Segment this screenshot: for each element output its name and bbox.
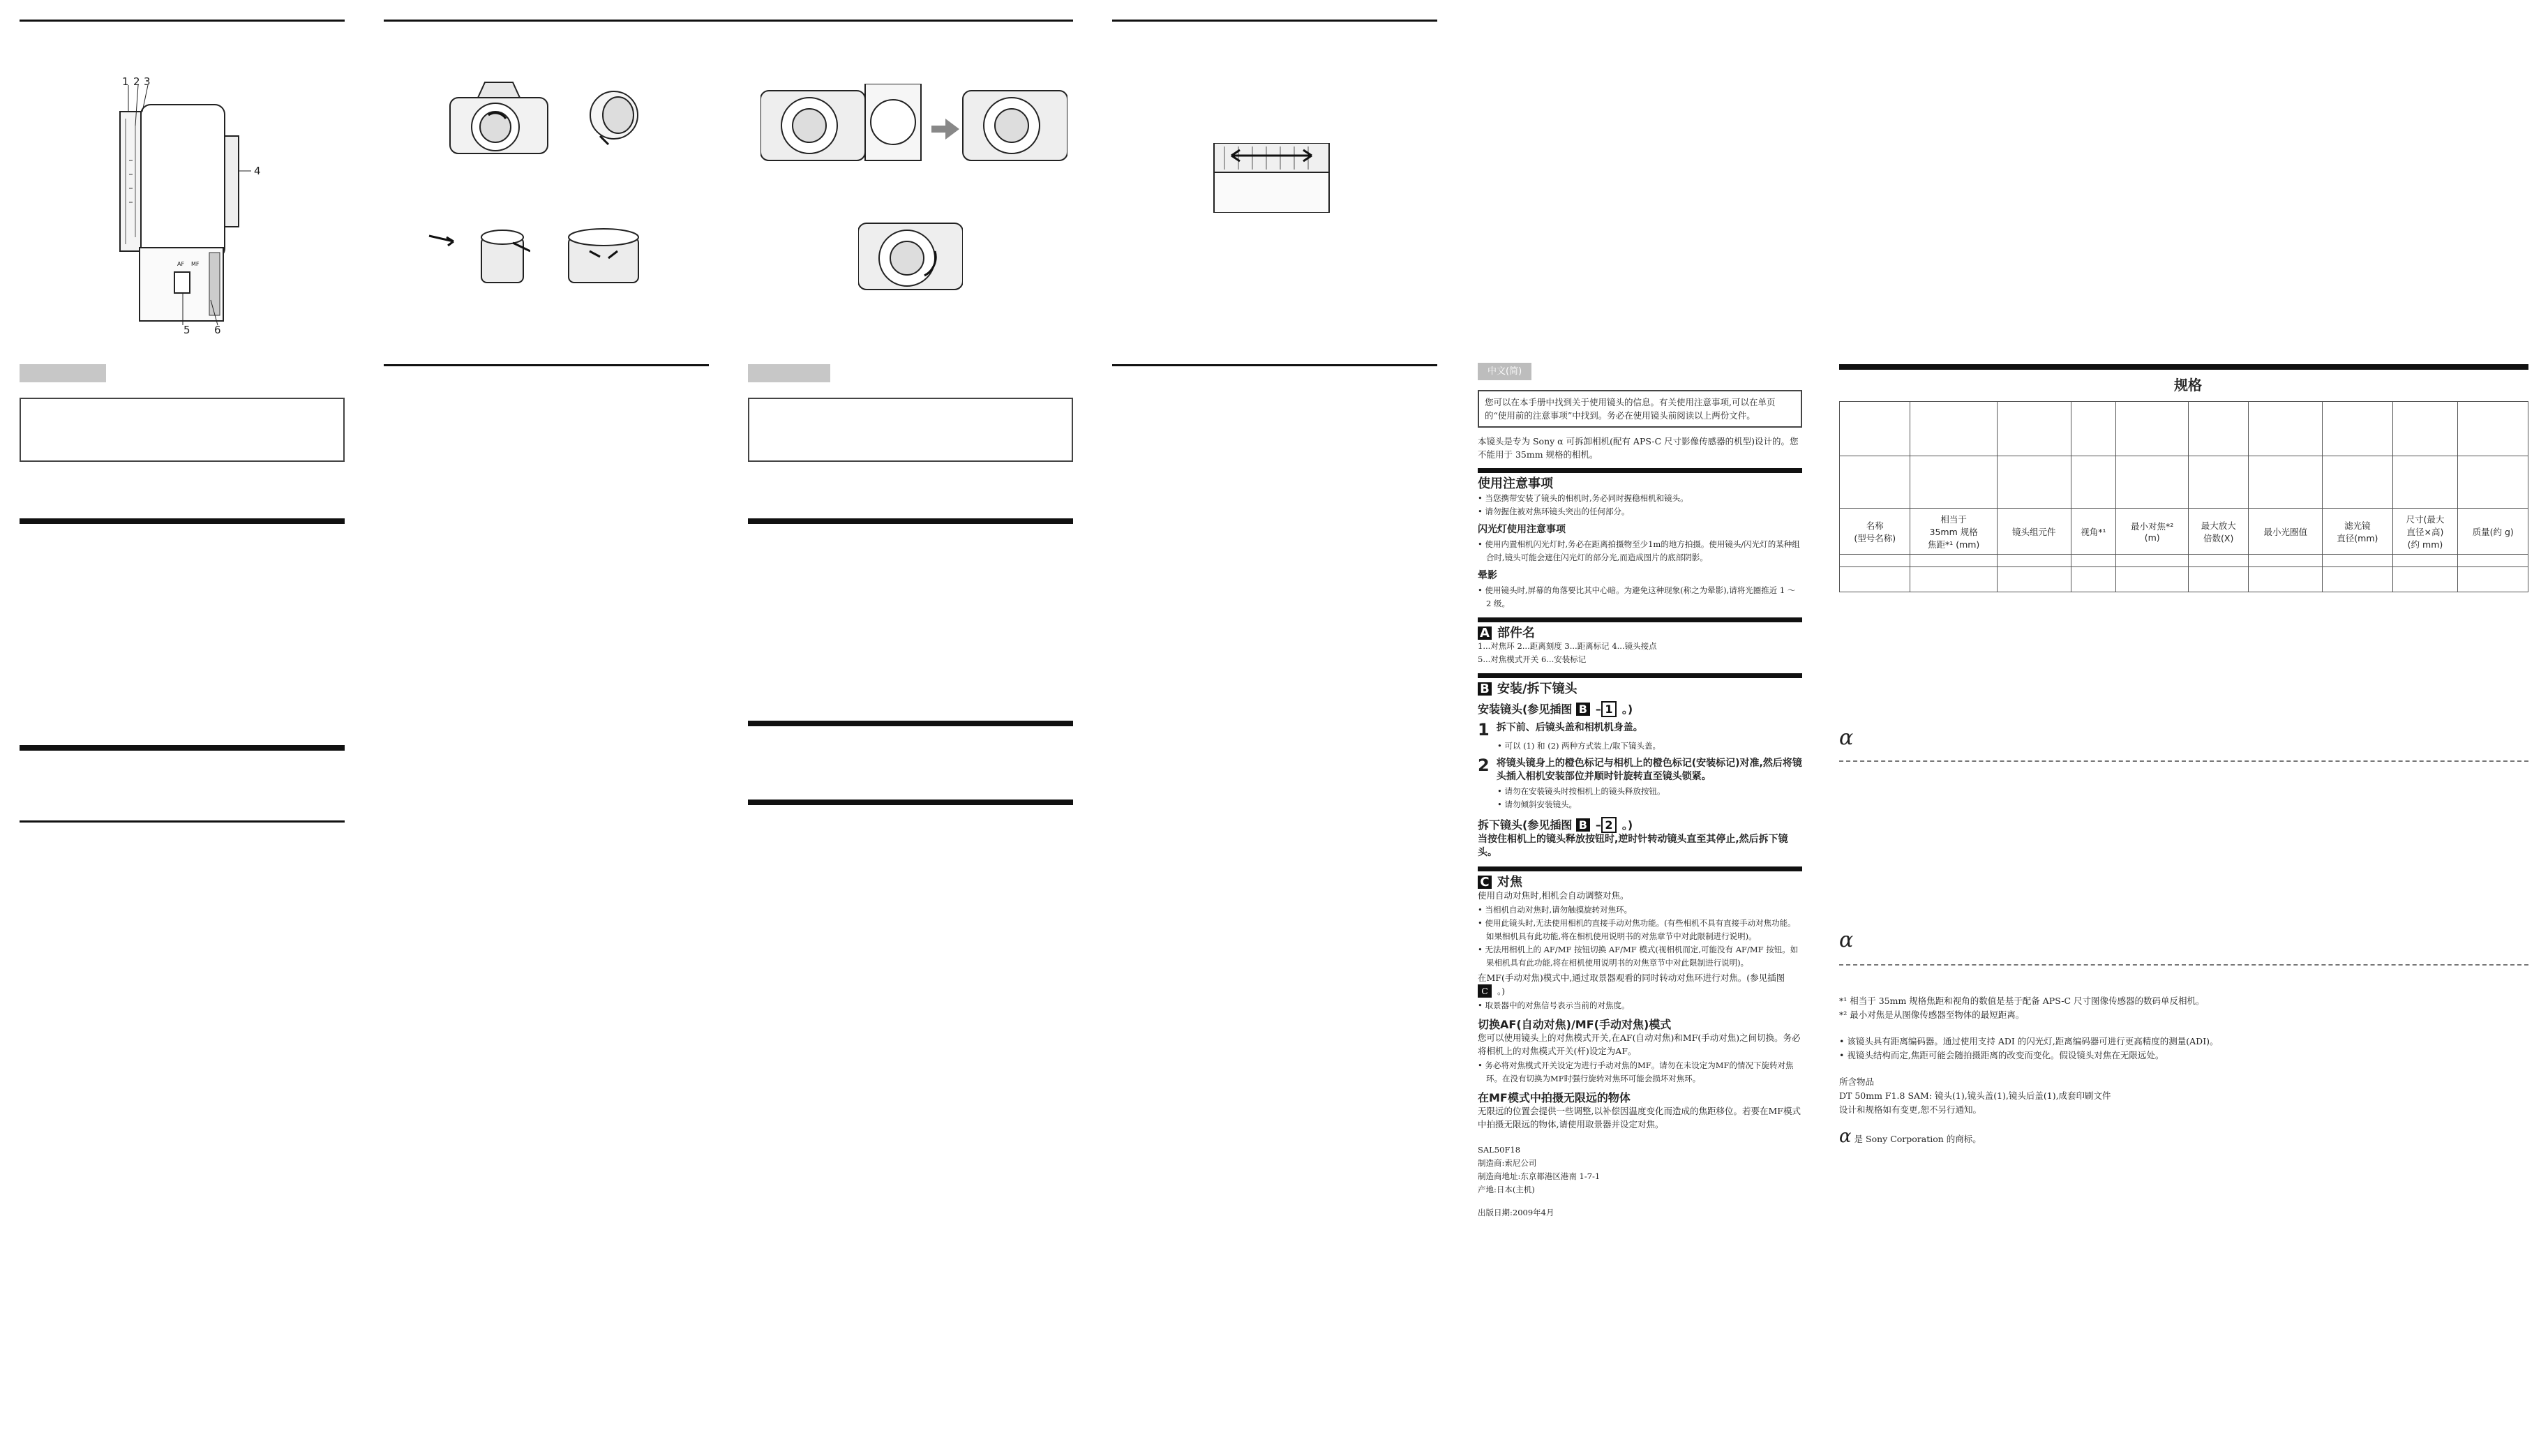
rule-col3-a bbox=[748, 518, 1073, 524]
switch-text: 您可以使用镜头上的对焦模式开关,在AF(自动对焦)和MF(手动对焦)之间切换。务必将相机上的对焦模式开关(杆)设定为AF。 bbox=[1478, 1033, 1801, 1056]
spec-header: 名称 (型号名称) bbox=[1840, 509, 1910, 555]
note-1: • 该镜头具有距离编码器。通过使用支持 ADI 的闪光灯,距离编码器可进行更高精度的测量(ADI)。 bbox=[1839, 1036, 2219, 1046]
focus-intro: 使用自动对焦时,相机会自动调整对焦。 bbox=[1478, 890, 1629, 901]
mount-lens-illustration bbox=[760, 84, 1067, 167]
focus-heading bbox=[1478, 866, 1802, 889]
dashed-divider bbox=[1839, 760, 2528, 762]
rule-top-col2 bbox=[384, 20, 1073, 22]
maker-address: 制造商地址:东京都港区港南 1-7-1 bbox=[1478, 1171, 1601, 1181]
included-title: 所含物品 bbox=[1839, 1076, 1875, 1087]
trademark-line: α 是 Sony Corporation 的商标。 bbox=[1839, 1126, 1981, 1147]
callout-3: 3 bbox=[144, 75, 151, 88]
switch-label-mf: MF bbox=[191, 261, 200, 267]
list-item: • 可以 (1) 和 (2) 两种方式装上/取下镜头盖。 bbox=[1478, 740, 1802, 753]
front-cap-removal-1-illustration bbox=[426, 223, 530, 286]
notice-box-1 bbox=[20, 398, 345, 462]
infinity-text: 无限远的位置会提供一些调整,以补偿因温度变化而造成的焦距移位。若要在MF模式中拍摄无限远的物体,请使用取景器并设定对焦。 bbox=[1478, 1106, 1801, 1129]
note-2: • 视镜头结构而定,焦距可能会随拍摄距离的改变而变化。假设镜头对焦在无限远处。 bbox=[1839, 1050, 2164, 1060]
list-item: • 当您携带安装了镜头的相机时,务必同时握稳相机和镜头。 bbox=[1478, 492, 1802, 505]
rule-col1-c bbox=[20, 820, 345, 823]
focus-ring-illustration bbox=[1211, 143, 1333, 213]
included-items: DT 50mm F1.8 SAM: 镜头(1),镜头盖(1),镜头后盖(1),成套印刷文件 bbox=[1839, 1090, 2111, 1101]
spec-header: 最小对焦*² (m) bbox=[2116, 509, 2189, 555]
attach-subheading: 安装镜头(参见插图 B – 1 。) bbox=[1478, 703, 1633, 716]
figure-ref-2: 2 bbox=[1601, 817, 1617, 833]
list-item: • 无法用相机上的 AF/MF 按钮切换 AF/MF 模式(视相机而定,可能没有 AF/MF 按钮。如果相机具有此功能,将在相机使用说明书的对焦章节中对此限制进行说明)。 bbox=[1478, 943, 1802, 970]
attach-heading bbox=[1478, 673, 1802, 696]
list-item: • 请勿倾斜安装镜头。 bbox=[1478, 798, 1802, 811]
lens-with-caps-illustration bbox=[586, 87, 642, 150]
rule-col4-a bbox=[1112, 364, 1437, 366]
callout-4: 4 bbox=[254, 165, 261, 177]
detach-subheading: 拆下镜头(参见插图 B – 2 。) bbox=[1478, 818, 1633, 832]
change-notice: 设计和规格如有变更,恕不另行通知。 bbox=[1839, 1104, 1981, 1115]
rule-top-col4 bbox=[1112, 20, 1437, 22]
list-item: • 使用镜头时,屏幕的角落要比其中心暗。为避免这种现象(称之为晕影),请将光圈推近 1 ～ 2 级。 bbox=[1478, 584, 1802, 610]
origin: 产地:日本(主机) bbox=[1478, 1185, 1535, 1194]
list-item: • 请勿在安装镜头时按相机上的镜头释放按钮。 bbox=[1478, 785, 1802, 798]
list-item: • 请勿握住被对焦环镜头突出的任何部分。 bbox=[1478, 505, 1802, 518]
maker: 制造商:索尼公司 bbox=[1478, 1158, 1537, 1168]
callout-2: 2 bbox=[133, 75, 140, 88]
spec-header: 尺寸(最大 直径×高) (约 mm) bbox=[2392, 509, 2458, 555]
list-item: • 使用此镜头时,无法使用相机的直接手动对焦功能。(有些相机不具有直接手动对焦功能。如果相机具有此功能,将在相机使用说明书的对焦章节中对此限制进行说明)。 bbox=[1478, 917, 1802, 943]
rule-top-col1 bbox=[20, 20, 345, 22]
rule-col1-b bbox=[20, 745, 345, 751]
spec-header: 视角*¹ bbox=[2071, 509, 2116, 555]
spec-header: 质量(约 g) bbox=[2458, 509, 2528, 555]
spec-table bbox=[1839, 401, 2528, 592]
focus-title: 对焦 bbox=[1497, 875, 1522, 890]
spec-header-row bbox=[1840, 509, 2528, 555]
section-letter-c: C bbox=[1478, 876, 1492, 889]
footnote-1: *¹ 相当于 35mm 规格焦距和视角的数值是基于配备 APS-C 尺寸图像传感器的数码单反相机。 bbox=[1839, 996, 2205, 1006]
step-2: 2 将镜头镜身上的橙色标记与相机上的橙色标记(安装标记)对准,然后将镜头插入相机安装部位并顺时针旋转直至镜头锁紧。 bbox=[1478, 756, 1802, 782]
section-letter-a: A bbox=[1478, 626, 1492, 640]
figure-ref-b: B bbox=[1576, 703, 1590, 716]
front-cap-removal-2-illustration bbox=[558, 223, 649, 286]
spec-header: 最大放大 倍数(X) bbox=[2189, 509, 2249, 555]
rule-col2-a bbox=[384, 364, 709, 366]
spec-header: 最小光圈值 bbox=[2249, 509, 2323, 555]
parts-title: 部件名 bbox=[1497, 626, 1535, 640]
notice-box-2 bbox=[748, 398, 1073, 462]
publish-date: 出版日期:2009年4月 bbox=[1478, 1208, 1554, 1217]
callout-5: 5 bbox=[183, 324, 190, 336]
rule-col3-b bbox=[748, 721, 1073, 726]
step-1: 1 拆下前、后镜头盖和相机机身盖。 bbox=[1478, 720, 1643, 740]
list-item: • 使用内置相机闪光灯时,务必在距离拍摄物至少1m的地方拍摄。使用镜头/闪光灯的某种组合时,镜头可能会遮住闪光灯的部分光,而造成图片的底部阴影。 bbox=[1478, 538, 1802, 564]
alpha-logo: α bbox=[1839, 726, 1854, 750]
spec-title: 规格 bbox=[2174, 377, 2202, 393]
language-tag: 中文(简) bbox=[1478, 363, 1531, 380]
footnote-2: *² 最小对焦是从图像传感器至物体的最短距离。 bbox=[1839, 1010, 2025, 1020]
callout-6: 6 bbox=[214, 324, 221, 336]
chinese-section bbox=[1478, 363, 1802, 1219]
spec-header: 镜头组元件 bbox=[1997, 509, 2071, 555]
rule-col3-c bbox=[748, 800, 1073, 805]
camera-body-illustration bbox=[447, 77, 551, 160]
detach-lens-illustration bbox=[858, 216, 963, 293]
list-item: • 务必将对焦模式开关设定为进行手动对焦的MF。请勿在未设定为MF的情况下旋转对焦环。在没有切换为MF时强行旋转对焦环可能会损坏对焦环。 bbox=[1478, 1059, 1802, 1086]
intro-text: 本镜头是专为 Sony α 可拆卸相机(配有 APS-C 尺寸影像传感器的机型)设计的。您不能用于 35mm 规格的相机。 bbox=[1478, 436, 1799, 460]
figure-ref-1: 1 bbox=[1601, 701, 1617, 717]
list-item: • 当相机自动对焦时,请勿触摸旋转对焦环。 bbox=[1478, 903, 1802, 917]
flash-heading: 闪光灯使用注意事项 bbox=[1478, 524, 1566, 535]
language-tag-placeholder-2 bbox=[748, 364, 830, 382]
switch-label-af: AF bbox=[177, 261, 185, 267]
rule-col1-a bbox=[20, 518, 345, 524]
figure-ref-b: B bbox=[1576, 818, 1590, 832]
precautions-list bbox=[1478, 492, 1802, 518]
callout-1: 1 bbox=[122, 75, 129, 88]
attach-title: 安装/拆下镜头 bbox=[1497, 682, 1577, 696]
infinity-heading: 在MF模式中拍摄无限远的物体 bbox=[1478, 1091, 1631, 1104]
alpha-logo: α bbox=[1839, 928, 1854, 952]
parts-line-1: 1...对焦环 2...距离刻度 3...距离标记 4...镜头接点 bbox=[1478, 641, 1657, 651]
precautions-heading: 使用注意事项 bbox=[1478, 468, 1802, 490]
figure-ref-c: C bbox=[1478, 984, 1492, 998]
mf-text: 在MF(手动对焦)模式中,通过取景器观看的同时转动对焦环进行对焦。(参见插图C 。) bbox=[1478, 973, 1785, 996]
switch-heading: 切换AF(自动对焦)/MF(手动对焦)模式 bbox=[1478, 1018, 1672, 1031]
parts-line-2: 5...对焦模式开关 6...安装标记 bbox=[1478, 654, 1587, 664]
alpha-logo: α bbox=[1839, 1126, 1852, 1147]
parts-heading bbox=[1478, 617, 1802, 640]
spec-notes bbox=[1839, 994, 2523, 1146]
model-number: SAL50F18 bbox=[1478, 1145, 1521, 1155]
section-letter-b: B bbox=[1478, 682, 1492, 696]
notice-box: 您可以在本手册中找到关于使用镜头的信息。有关使用注意事项,可以在单页的“使用前的注意事项”中找到。务必在使用镜头前阅读以上两份文件。 bbox=[1478, 390, 1802, 428]
list-item: • 取景器中的对焦信号表示当前的对焦度。 bbox=[1478, 999, 1802, 1012]
spec-rule bbox=[1839, 364, 2528, 370]
dashed-divider bbox=[1839, 964, 2528, 966]
lens-parts-illustration bbox=[105, 70, 272, 335]
language-tag-placeholder-1 bbox=[20, 364, 106, 382]
vignette-heading: 晕影 bbox=[1478, 570, 1497, 581]
spec-header: 滤光镜 直径(mm) bbox=[2323, 509, 2392, 555]
spec-header: 相当于 35mm 规格 焦距*¹ (mm) bbox=[1910, 509, 1997, 555]
detach-text: 当按住相机上的镜头释放按钮时,逆时针转动镜头直至其停止,然后拆下镜头。 bbox=[1478, 834, 1788, 858]
